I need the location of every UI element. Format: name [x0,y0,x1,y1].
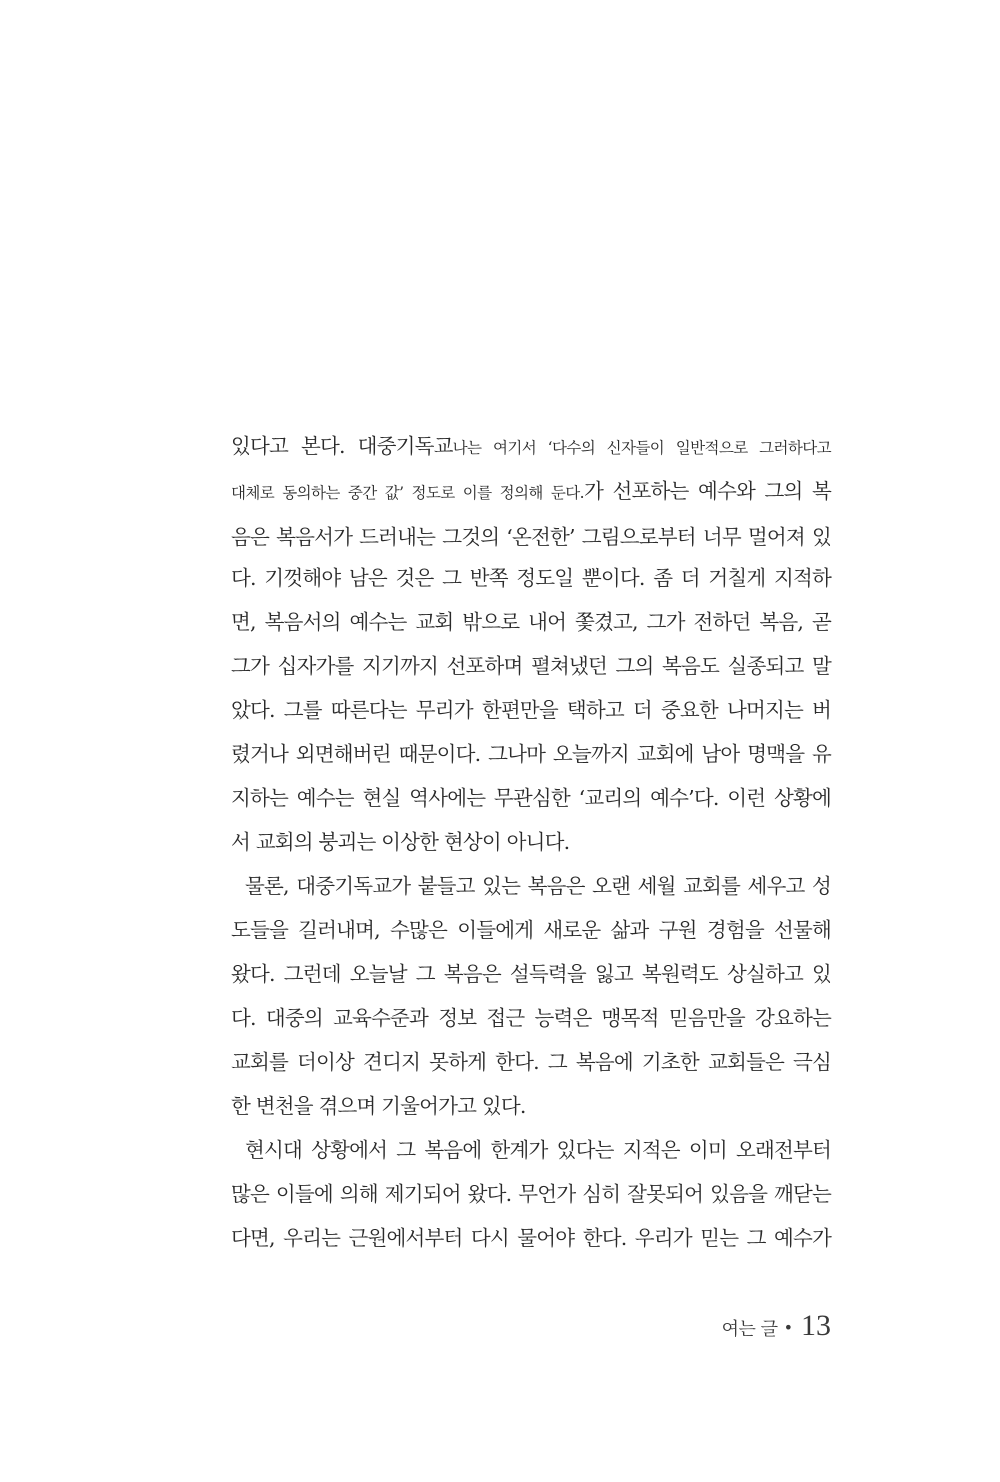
inline-note: 나는 여기서 ‘다수의 신자들이 일반적으로 그러하다고 [452,439,831,457]
page-number: 13 [801,1309,831,1342]
text-line: 서 교회의 붕괴는 이상한 현상이 아니다. [231,830,570,854]
text-line: 한 변천을 겪으며 기울어가고 있다. [231,1094,526,1118]
text-line: 음은 복음서가 드러내는 그것의 ‘온전한’ 그림으로부터 너무 멀어져 있 [231,525,831,549]
paragraph-start-line: 현시대 상황에서 그 복음에 한계가 있다는 지적은 이미 오래전부터 [245,1138,831,1162]
section-label: 여는 글 [721,1319,778,1340]
text-line: 많은 이들에 의해 제기되어 왔다. 무언가 심히 잘못되어 있음을 깨닫는 [231,1182,831,1206]
page-footer [722,1308,831,1344]
text-line: 있다고 본다. 대중기독교나는 여기서 ‘다수의 신자들이 일반적으로 그러하다고 [231,434,831,458]
text-line: 대체로 동의하는 중간 값’ 정도로 이를 정의해 둔다.가 선포하는 예수와 그의 복 [231,479,831,503]
text-line: 교회를 더이상 견디지 못하게 한다. 그 복음에 기초한 교회들은 극심 [231,1050,831,1074]
inline-note: 대체로 동의하는 중간 값’ 정도로 이를 정의해 둔다. [231,484,584,502]
text-line: 다면, 우리는 근원에서부터 다시 물어야 한다. 우리가 믿는 그 예수가 [231,1226,831,1250]
text-line: 지하는 예수는 현실 역사에는 무관심한 ‘교리의 예수’다. 이런 상황에 [231,786,831,810]
paragraph-start-line: 물론, 대중기독교가 붙들고 있는 복음은 오랜 세월 교회를 세우고 성 [245,874,831,898]
text-line: 다. 대중의 교육수준과 정보 접근 능력은 맹목적 믿음만을 강요하는 [231,1006,831,1030]
text-line: 왔다. 그런데 오늘날 그 복음은 설득력을 잃고 복원력도 상실하고 있 [231,962,831,986]
text-line: 다. 기껏해야 남은 것은 그 반쪽 정도일 뿐이다. 좀 더 거칠게 지적하 [231,566,831,590]
text-line: 그가 십자가를 지기까지 선포하며 펼쳐냈던 그의 복음도 실종되고 말 [231,654,831,678]
bullet-separator: • [783,1318,793,1337]
text-line: 면, 복음서의 예수는 교회 밖으로 내어 쫓겼고, 그가 전하던 복음, 곧 [231,610,831,634]
text-line: 았다. 그를 따른다는 무리가 한편만을 택하고 더 중요한 나머지는 버 [231,698,831,722]
text-line: 도들을 길러내며, 수많은 이들에게 새로운 삶과 구원 경험을 선물해 [231,918,831,942]
text-line: 렸거나 외면해버린 때문이다. 그나마 오늘까지 교회에 남아 명맥을 유 [231,742,831,766]
